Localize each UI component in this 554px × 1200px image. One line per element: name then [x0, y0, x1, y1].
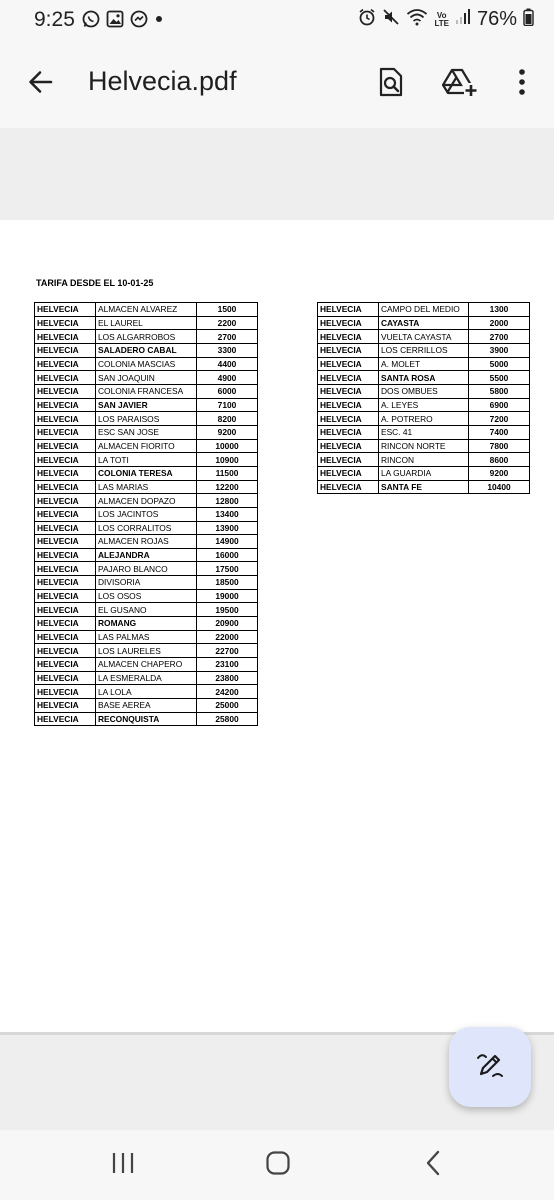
table-row: [318, 330, 530, 344]
table-row: [35, 507, 258, 521]
battery-percentage: 76%: [476, 8, 517, 30]
city-cell: HELVECIA: [318, 466, 379, 480]
destination-cell: LOS LAURELES: [96, 644, 197, 658]
city-cell: HELVECIA: [35, 671, 96, 685]
price-cell: 17500: [197, 562, 258, 576]
price-cell: 12200: [197, 480, 258, 494]
city-cell: HELVECIA: [318, 384, 379, 398]
destination-cell: SAN JAVIER: [96, 398, 197, 412]
destination-cell: A. LEYES: [379, 398, 469, 412]
network-type-label: LTE: [434, 18, 449, 28]
table-row: [35, 630, 258, 644]
destination-cell: ESC. 41: [379, 425, 469, 439]
table-row: [35, 671, 258, 685]
city-cell: HELVECIA: [318, 412, 379, 426]
table-row: [35, 371, 258, 385]
table-row: [35, 548, 258, 562]
tariff-table-left: [34, 302, 258, 726]
city-cell: HELVECIA: [318, 398, 379, 412]
destination-cell: LA LOLA: [96, 685, 197, 699]
whatsapp-icon: [82, 10, 100, 33]
table-row: [35, 617, 258, 631]
city-cell: HELVECIA: [35, 576, 96, 590]
price-cell: 24200: [197, 685, 258, 699]
table-row: [318, 425, 530, 439]
price-cell: 6000: [197, 384, 258, 398]
city-cell: HELVECIA: [35, 699, 96, 713]
destination-cell: LOS ALGARROBOS: [96, 330, 197, 344]
table-row: [35, 466, 258, 480]
price-cell: 23100: [197, 658, 258, 672]
city-cell: HELVECIA: [35, 316, 96, 330]
city-cell: HELVECIA: [35, 371, 96, 385]
app-bar: [0, 44, 554, 128]
price-cell: 1500: [197, 303, 258, 317]
table-row: [35, 712, 258, 726]
home-button[interactable]: [253, 1146, 303, 1184]
table-row: [318, 398, 530, 412]
destination-cell: DOS OMBUES: [379, 384, 469, 398]
destination-cell: LA TOTI: [96, 453, 197, 467]
table-row: [35, 316, 258, 330]
city-cell: HELVECIA: [35, 603, 96, 617]
table-row: [35, 685, 258, 699]
destination-cell: A. POTRERO: [379, 412, 469, 426]
price-cell: 13400: [197, 507, 258, 521]
city-cell: HELVECIA: [35, 562, 96, 576]
table-row: [35, 535, 258, 549]
table-row: [35, 494, 258, 508]
city-cell: HELVECIA: [35, 644, 96, 658]
price-cell: 5800: [469, 384, 530, 398]
status-right-icons: [358, 8, 534, 31]
annotate-pen-icon: [475, 1050, 505, 1085]
pdf-page[interactable]: [0, 220, 554, 1032]
price-cell: 10000: [197, 439, 258, 453]
city-cell: HELVECIA: [35, 303, 96, 317]
more-options-icon: [518, 68, 526, 101]
destination-cell: LOS JACINTOS: [96, 507, 197, 521]
price-cell: 18500: [197, 576, 258, 590]
destination-cell: COLONIA FRANCESA: [96, 384, 197, 398]
city-cell: HELVECIA: [318, 303, 379, 317]
destination-cell: LOS CERRILLOS: [379, 343, 469, 357]
table-row: [318, 480, 530, 494]
home-icon: [265, 1150, 291, 1181]
viewer-background: [0, 128, 554, 220]
city-cell: HELVECIA: [35, 466, 96, 480]
price-cell: 4900: [197, 371, 258, 385]
destination-cell: CAMPO DEL MEDIO: [379, 303, 469, 317]
volte-icon: Vo LTE: [434, 10, 449, 28]
table-row: [35, 521, 258, 535]
table-row: [35, 412, 258, 426]
price-cell: 23800: [197, 671, 258, 685]
destination-cell: ALMACEN CHAPERO: [96, 658, 197, 672]
destination-cell: LOS OSOS: [96, 589, 197, 603]
add-to-drive-button[interactable]: [438, 62, 482, 106]
table-row: [35, 699, 258, 713]
destination-cell: COLONIA TERESA: [96, 466, 197, 480]
city-cell: HELVECIA: [35, 494, 96, 508]
table-row: [35, 303, 258, 317]
status-time: 9:25: [34, 8, 75, 31]
destination-cell: LA ESMERALDA: [96, 671, 197, 685]
price-cell: 19000: [197, 589, 258, 603]
city-cell: HELVECIA: [318, 453, 379, 467]
back-nav-button[interactable]: [408, 1146, 458, 1184]
destination-cell: SAN JOAQUIN: [96, 371, 197, 385]
destination-cell: RINCON: [379, 453, 469, 467]
price-cell: 9200: [469, 466, 530, 480]
back-arrow-icon: [27, 69, 53, 100]
table-row: [318, 357, 530, 371]
destination-cell: ALMACEN ALVAREZ: [96, 303, 197, 317]
destination-cell: RINCON NORTE: [379, 439, 469, 453]
city-cell: HELVECIA: [35, 630, 96, 644]
recent-apps-icon: [111, 1152, 135, 1179]
city-cell: HELVECIA: [35, 521, 96, 535]
price-cell: 16000: [197, 548, 258, 562]
price-cell: 9200: [197, 425, 258, 439]
destination-cell: BASE AEREA: [96, 699, 197, 713]
table-row: [35, 330, 258, 344]
destination-cell: ALMACEN ROJAS: [96, 535, 197, 549]
destination-cell: DIVISORIA: [96, 576, 197, 590]
city-cell: HELVECIA: [318, 480, 379, 494]
table-row: [35, 453, 258, 467]
destination-cell: ESC SAN JOSE: [96, 425, 197, 439]
more-options-button[interactable]: [500, 62, 544, 106]
city-cell: HELVECIA: [35, 330, 96, 344]
alarm-icon: [358, 8, 376, 31]
table-row: [35, 644, 258, 658]
table-row: [35, 589, 258, 603]
city-cell: HELVECIA: [35, 412, 96, 426]
table-row: [35, 480, 258, 494]
city-cell: HELVECIA: [35, 357, 96, 371]
table-row: [35, 603, 258, 617]
price-cell: 8200: [197, 412, 258, 426]
wifi-icon: [406, 8, 428, 31]
destination-cell: A. MOLET: [379, 357, 469, 371]
city-cell: HELVECIA: [35, 343, 96, 357]
table-row: [35, 343, 258, 357]
messenger-icon: [130, 10, 148, 33]
table-row: [35, 658, 258, 672]
price-cell: 8600: [469, 453, 530, 467]
price-cell: 25800: [197, 712, 258, 726]
price-cell: 14900: [197, 535, 258, 549]
back-icon: [425, 1150, 441, 1181]
city-cell: HELVECIA: [318, 330, 379, 344]
price-cell: 19500: [197, 603, 258, 617]
price-cell: 20900: [197, 617, 258, 631]
price-cell: 10900: [197, 453, 258, 467]
table-row: [35, 439, 258, 453]
price-cell: 11500: [197, 466, 258, 480]
destination-cell: ALEJANDRA: [96, 548, 197, 562]
price-cell: 10400: [469, 480, 530, 494]
table-row: [318, 316, 530, 330]
destination-cell: LOS CORRALITOS: [96, 521, 197, 535]
city-cell: HELVECIA: [35, 589, 96, 603]
destination-cell: EL LAUREL: [96, 316, 197, 330]
city-cell: HELVECIA: [318, 425, 379, 439]
table-row: [318, 371, 530, 385]
destination-cell: EL GUSANO: [96, 603, 197, 617]
table-row: [318, 453, 530, 467]
table-row: [35, 384, 258, 398]
destination-cell: LAS MARIAS: [96, 480, 197, 494]
price-cell: 7800: [469, 439, 530, 453]
table-row: [35, 398, 258, 412]
table-row: [318, 466, 530, 480]
city-cell: HELVECIA: [318, 371, 379, 385]
city-cell: HELVECIA: [318, 439, 379, 453]
destination-cell: LAS PALMAS: [96, 630, 197, 644]
add-to-drive-icon: [442, 67, 478, 102]
destination-cell: LA GUARDIA: [379, 466, 469, 480]
destination-cell: ROMANG: [96, 617, 197, 631]
price-cell: 5500: [469, 371, 530, 385]
city-cell: HELVECIA: [35, 685, 96, 699]
dot-icon: [154, 10, 164, 33]
price-cell: 2700: [197, 330, 258, 344]
document-heading: TARIFA DESDE EL 10-01-25: [36, 278, 154, 288]
city-cell: HELVECIA: [35, 439, 96, 453]
destination-cell: SANTA FE: [379, 480, 469, 494]
destination-cell: SALADERO CABAL: [96, 343, 197, 357]
city-cell: HELVECIA: [35, 617, 96, 631]
price-cell: 25000: [197, 699, 258, 713]
price-cell: 2700: [469, 330, 530, 344]
destination-cell: PAJARO BLANCO: [96, 562, 197, 576]
price-cell: 12800: [197, 494, 258, 508]
city-cell: HELVECIA: [35, 548, 96, 562]
city-cell: HELVECIA: [35, 658, 96, 672]
search-in-document-button[interactable]: [369, 62, 413, 106]
city-cell: HELVECIA: [35, 398, 96, 412]
price-cell: 22000: [197, 630, 258, 644]
price-cell: 3900: [469, 343, 530, 357]
city-cell: HELVECIA: [318, 343, 379, 357]
destination-cell: VUELTA CAYASTA: [379, 330, 469, 344]
battery-icon: [523, 8, 534, 31]
city-cell: HELVECIA: [35, 384, 96, 398]
city-cell: HELVECIA: [35, 535, 96, 549]
price-cell: 3300: [197, 343, 258, 357]
city-cell: HELVECIA: [318, 316, 379, 330]
city-cell: HELVECIA: [35, 480, 96, 494]
destination-cell: ALMACEN FIORITO: [96, 439, 197, 453]
city-cell: HELVECIA: [35, 453, 96, 467]
destination-cell: COLONIA MASCIAS: [96, 357, 197, 371]
mute-icon: [382, 8, 400, 31]
table-row: [318, 439, 530, 453]
city-cell: HELVECIA: [35, 507, 96, 521]
price-cell: 5000: [469, 357, 530, 371]
table-row: [35, 357, 258, 371]
table-row: [318, 303, 530, 317]
table-row: [318, 412, 530, 426]
destination-cell: RECONQUISTA: [96, 712, 197, 726]
city-cell: HELVECIA: [35, 425, 96, 439]
price-cell: 13900: [197, 521, 258, 535]
table-row: [35, 562, 258, 576]
price-cell: 2200: [197, 316, 258, 330]
price-cell: 2000: [469, 316, 530, 330]
destination-cell: ALMACEN DOPAZO: [96, 494, 197, 508]
signal-icon: [455, 8, 471, 31]
annotate-button[interactable]: [449, 1027, 531, 1107]
destination-cell: CAYASTA: [379, 316, 469, 330]
table-row: [318, 343, 530, 357]
price-cell: 7200: [469, 412, 530, 426]
recent-apps-button[interactable]: [98, 1146, 148, 1184]
price-cell: 1300: [469, 303, 530, 317]
destination-cell: LOS PARAISOS: [96, 412, 197, 426]
gallery-icon: [106, 10, 124, 33]
price-cell: 22700: [197, 644, 258, 658]
system-navigation-bar: [0, 1130, 554, 1200]
table-row: [35, 576, 258, 590]
city-cell: HELVECIA: [35, 712, 96, 726]
destination-cell: SANTA ROSA: [379, 371, 469, 385]
table-row: [35, 425, 258, 439]
price-cell: 4400: [197, 357, 258, 371]
document-title: Helvecia.pdf: [88, 66, 237, 96]
notification-icons: [82, 10, 164, 33]
price-cell: 7400: [469, 425, 530, 439]
price-cell: 7100: [197, 398, 258, 412]
status-bar: [0, 0, 554, 44]
price-cell: 6900: [469, 398, 530, 412]
tariff-table-right: [317, 302, 530, 494]
city-cell: HELVECIA: [318, 357, 379, 371]
table-row: [318, 384, 530, 398]
back-button[interactable]: [20, 64, 60, 104]
search-in-document-icon: [378, 67, 404, 102]
